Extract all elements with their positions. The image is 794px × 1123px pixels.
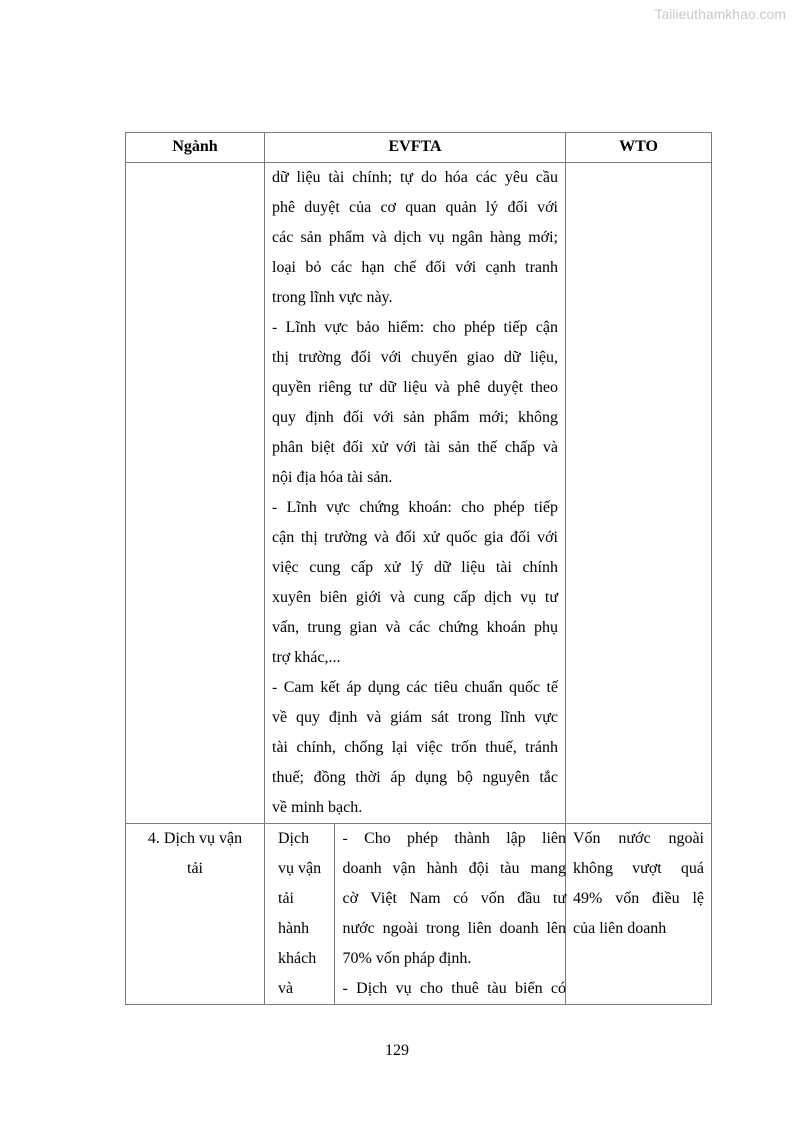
page-number: 129 xyxy=(385,1042,409,1059)
sub-category-text-line: tải xyxy=(278,890,294,907)
evfta-text-line: dữ liệu tài chính; tự do hóa các yêu cầu xyxy=(272,169,558,186)
header-sector: Ngành xyxy=(126,133,265,163)
evfta-text-line: trong lĩnh vực này. xyxy=(272,289,393,306)
comparison-table xyxy=(125,132,712,1005)
evfta-text-line: - Lĩnh vực bảo hiểm: cho phép tiếp cận xyxy=(272,319,558,336)
sector-text-line: tải xyxy=(187,860,203,877)
sub-category-text-line: Dịch xyxy=(278,830,310,847)
evfta-text-line: các sản phẩm và dịch vụ ngân hàng mới; xyxy=(272,229,558,246)
transport-subtable xyxy=(272,824,573,1004)
cell-evfta-financial xyxy=(265,163,566,824)
cell-wto-transport xyxy=(566,824,712,1005)
table-row-transport xyxy=(126,824,712,1005)
sub-category-text-line: hành xyxy=(278,920,310,937)
evfta-transport-commitments xyxy=(334,824,573,1004)
wto-text-line: Vốn nước ngoài xyxy=(573,830,704,847)
evfta-text-line: quy định đối với sản phẩm mới; không xyxy=(272,409,558,426)
evfta-text-line: - Lĩnh vực chứng khoán: cho phép tiếp xyxy=(272,499,558,516)
sub-category-text-line: khách xyxy=(278,950,317,967)
sub-category-passenger-transport xyxy=(272,824,334,1004)
evfta-text-line: - Cho phép thành lập liên xyxy=(342,830,566,847)
evfta-text-line: vấn, trung gian và các chứng khoán phụ xyxy=(272,619,558,636)
evfta-text-line: quyền riêng tư dữ liệu và phê duyệt theo xyxy=(272,379,558,396)
wto-text-line: 49% vốn điều lệ xyxy=(573,890,704,907)
evfta-text-line: về quy định và giám sát trong lĩnh vực xyxy=(272,709,558,726)
evfta-text-line: thuế; đồng thời áp dụng bộ nguyên tắc xyxy=(272,769,558,786)
header-evfta: EVFTA xyxy=(265,133,566,163)
cell-evfta-transport xyxy=(265,824,566,1005)
evfta-text-line: phê duyệt của cơ quan quản lý đối với xyxy=(272,199,558,216)
evfta-text-line: việc cung cấp xử lý dữ liệu tài chính xyxy=(272,559,558,576)
wto-text-line: của liên doanh xyxy=(573,920,667,937)
evfta-text-line: 70% vốn pháp định. xyxy=(342,950,472,967)
wto-text-line: không vượt quá xyxy=(573,860,704,877)
sub-category-text-line: vụ vận xyxy=(278,860,322,877)
evfta-text-line: xuyên biên giới và cung cấp dịch vụ tư xyxy=(272,589,558,606)
evfta-text-line: loại bỏ các hạn chế đối với cạnh tranh xyxy=(272,259,558,276)
sector-text-line: 4. Dịch vụ vận xyxy=(147,830,243,847)
table-header-row xyxy=(126,133,712,163)
cell-sector-transport xyxy=(126,824,265,1005)
evfta-text-line: nội địa hóa tài sản. xyxy=(272,469,393,486)
evfta-text-line: - Cam kết áp dụng các tiêu chuẩn quốc tế xyxy=(272,679,558,696)
evfta-text-line: trợ khác,... xyxy=(272,649,341,666)
watermark: Tailieuthamkhao.com xyxy=(654,6,786,22)
evfta-text-line: - Dịch vụ cho thuê tàu biển có xyxy=(342,980,566,997)
evfta-text-line: thị trường đối với chuyển giao dữ liệu, xyxy=(272,349,558,366)
cell-wto-empty xyxy=(566,163,712,824)
header-wto: WTO xyxy=(566,133,712,163)
cell-sector-empty xyxy=(126,163,265,824)
sub-category-text-line: và xyxy=(278,980,294,997)
evfta-text-line: về minh bạch. xyxy=(272,799,363,816)
table-row-financial-continuation xyxy=(126,163,712,824)
evfta-text-line: nước ngoài trong liên doanh lên xyxy=(342,920,566,937)
evfta-text-line: cận thị trường và đối xử quốc gia đối với xyxy=(272,529,558,546)
evfta-text-line: phân biệt đối xử với tài sản thế chấp và xyxy=(272,439,558,456)
evfta-text-line: tài chính, chống lại việc trốn thuế, tránh xyxy=(272,739,558,756)
evfta-text-line: doanh vận hành đội tàu mang xyxy=(342,860,566,877)
evfta-text-line: cờ Việt Nam có vốn đầu tư xyxy=(342,890,566,907)
